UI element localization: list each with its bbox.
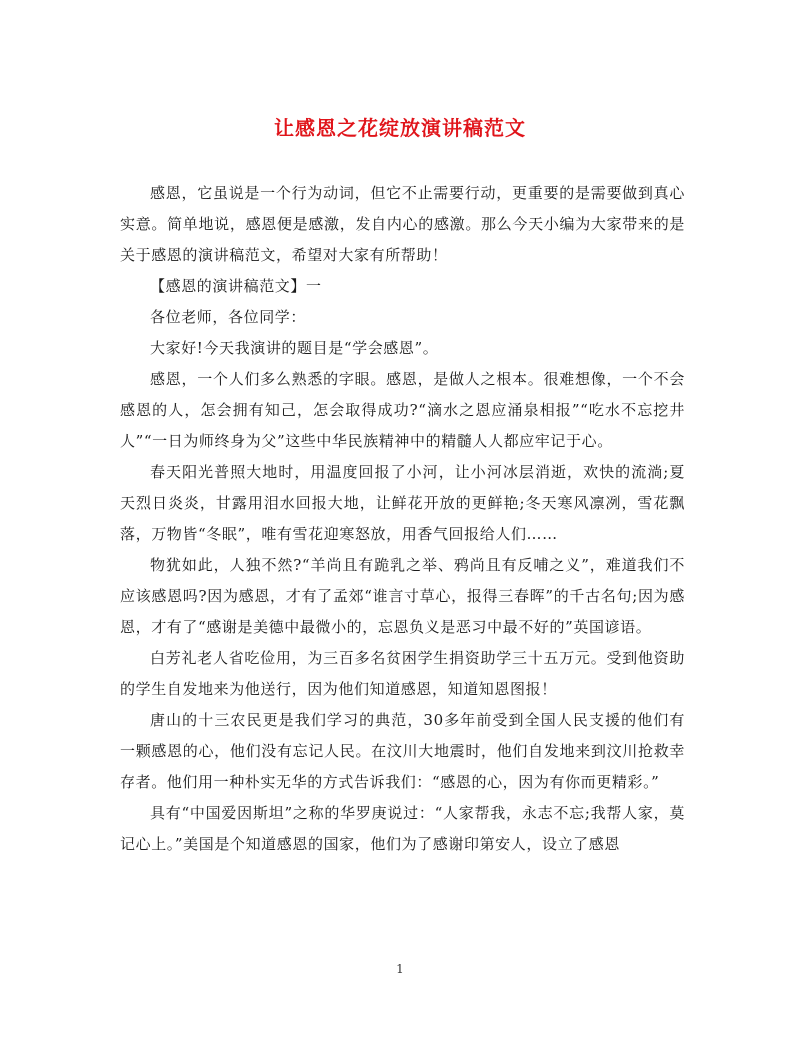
section-heading: 【感恩的演讲稿范文】一 bbox=[150, 277, 322, 295]
paragraph: 具有“中国爱因斯坦”之称的华罗庚说过：“人家帮我，永志不忘;我帮人家，莫记心上。”美国是个知道感恩的国家，他们为了感谢印第安人，设立了感恩 bbox=[120, 804, 685, 853]
page-title: 让感恩之花绽放演讲稿范文 bbox=[274, 116, 526, 140]
paragraph-intro: 感恩，它虽说是一个行为动词，但它不止需要行动，更重要的是需要做到真心实意。简单地说，感恩便是感激，发自内心的感激。那么今天小编为大家带来的是关于感恩的演讲稿范文，希望对大家有所帮助！ bbox=[120, 184, 685, 264]
paragraph: 物犹如此，人独不然?“羊尚且有跪乳之举、鸦尚且有反哺之义”，难道我们不应该感恩吗?因为感恩，才有了孟郊“谁言寸草心，报得三春晖”的千古名句;因为感恩，才有了“感谢是美德中最微小的，忘恩负义是恶习中最不好的”英国谚语。 bbox=[120, 556, 685, 636]
paragraph-greeting: 大家好!今天我演讲的题目是“学会感恩”。 bbox=[150, 339, 439, 357]
paragraph: 感恩，一个人们多么熟悉的字眼。感恩，是做人之根本。很难想像，一个不会感恩的人，怎会拥有知己，怎会取得成功?“滴水之恩应涌泉相报”“吃水不忘挖井人”“一日为师终身为父”这些中华民族精神中的精髓人人都应牢记于心。 bbox=[120, 370, 685, 450]
page-number: 1 bbox=[396, 962, 404, 976]
document-body bbox=[120, 178, 685, 860]
paragraph: 白芳礼老人省吃俭用，为三百多名贫困学生捐资助学三十五万元。受到他资助的学生自发地来为他送行，因为他们知道感恩，知道知恩图报！ bbox=[120, 649, 685, 698]
paragraph: 唐山的十三农民更是我们学习的典范，30多年前受到全国人民支援的他们有一颗感恩的心，他们没有忘记人民。在汶川大地震时，他们自发地来到汶川抢救幸存者。他们用一种朴实无华的方式告诉我们：“感恩的心，因为有你而更精彩。” bbox=[120, 711, 685, 791]
paragraph: 春天阳光普照大地时，用温度回报了小河，让小河冰层消逝，欢快的流淌;夏天烈日炎炎，甘露用泪水回报大地，让鲜花开放的更鲜艳;冬天寒风凛冽，雪花飘落，万物皆“冬眠”，唯有雪花迎寒怒放，用香气回报给人们…… bbox=[120, 463, 685, 543]
paragraph-salutation: 各位老师，各位同学： bbox=[150, 308, 307, 326]
